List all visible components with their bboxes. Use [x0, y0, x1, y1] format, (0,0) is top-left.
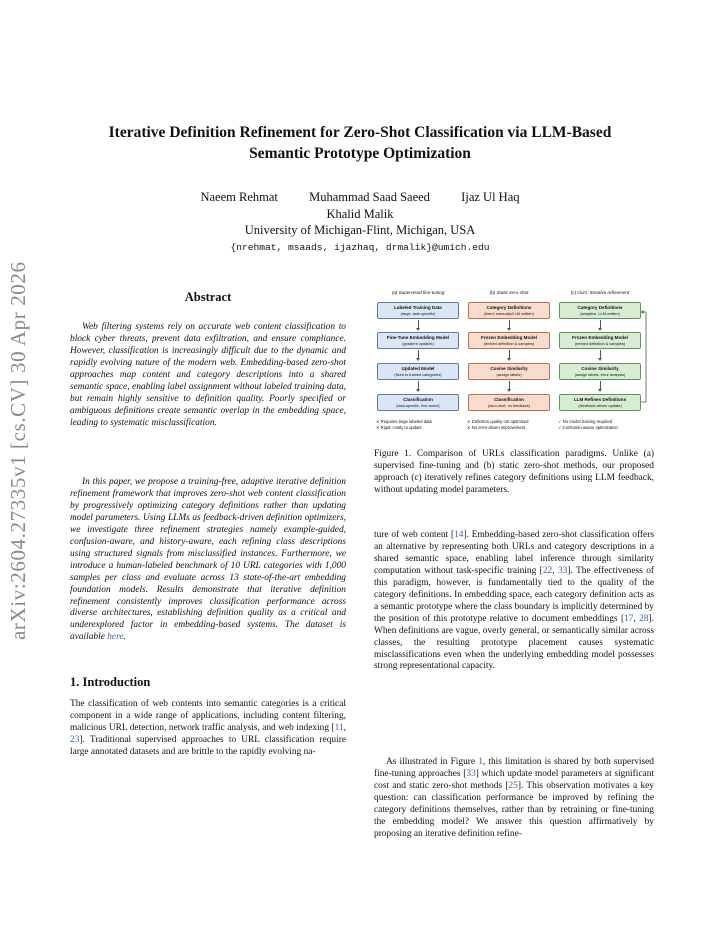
intro-right-paragraph-2 [374, 757, 654, 841]
column-supervised [374, 288, 462, 430]
title-line-1: Iterative Definition Refinement for Zero-Shot Classification via LLM-Based [108, 124, 612, 141]
benefit-note: ✓ No model training required [558, 419, 613, 424]
box-subtitle: (embed definition & samples) [483, 340, 535, 346]
text-run: ]. The effectiveness of this paradigm, however, is fundamentally tied to the quality of the category definitions. In embedding space, each category definition acts as a semantic prototype where the class boundary is implicitly determined by the position of this prototype relative to document embeddings [ [374, 565, 654, 624]
box-subtitle: (large, task-specific) [400, 310, 436, 316]
box-title: Cosine Similarity [581, 365, 619, 371]
flow-box [468, 332, 550, 349]
dataset-link[interactable]: here [107, 632, 124, 643]
column-static-zero-shot [465, 288, 553, 430]
text-run: , this limitation is shared by both supervised fine-tuning approaches [ [374, 757, 654, 779]
column-title: (a) Supervised fine-tuning [391, 290, 445, 295]
box-subtitle: (embed definition & samples) [574, 340, 626, 346]
box-subtitle: (fixed to trained categories) [394, 371, 442, 377]
down-arrow-icon [600, 350, 601, 359]
text-run: ]. This observation motivates a key question: can classification performance be improved by refining the category definitions themselves, rather than by retraining or fine-tuning the embedding model? We answer this question affirmatively by proposing an iterative definition refine- [374, 780, 654, 839]
box-subtitle: (feedback-driven update) [578, 402, 622, 408]
box-title: Updated Model [401, 365, 435, 371]
abstract-heading: Abstract [184, 290, 232, 304]
box-title: Cosine Similarity [490, 365, 528, 371]
down-arrow-icon [418, 381, 419, 390]
text-run: ]. Embedding-based zero-shot classification offers an alternative by representing both URLs and category descriptions in a shared semantic space, enabling label inference through similarity computation without task-specific training [ [374, 530, 654, 576]
flow-box [559, 302, 641, 319]
box-title: LLM Refines Definitions [573, 396, 627, 402]
text-run: , [633, 613, 640, 624]
box-subtitle: (gradient updates) [402, 340, 434, 346]
affiliation: University of Michigan-Flint, Michigan, USA [244, 223, 476, 237]
box-subtitle: (assign labels, error analysis) [574, 371, 626, 377]
title-line-2: Semantic Prototype Optimization [249, 145, 471, 162]
box-title: Category Definitions [486, 304, 532, 310]
flow-box [559, 394, 641, 411]
flow-box [377, 302, 459, 319]
intro-right-paragraph-1 [374, 530, 654, 673]
citation-link[interactable]: 28 [639, 613, 649, 624]
citation-link[interactable]: 25 [508, 780, 518, 791]
down-arrow-icon [509, 320, 510, 329]
text-run: As illustrated in Figure [386, 757, 479, 767]
column-iterative-refinement [556, 288, 644, 430]
box-title: Frozen Embedding Model [481, 334, 537, 340]
flow-box [468, 394, 550, 411]
box-title: Category Definitions [577, 304, 623, 310]
abstract-p2-text: In this paper, we propose a training-free, adaptive iterative definition refinement framework that improves zero-shot web content classification by progressively optimizing category definitions rather than updating model parameters. Using LLMs as feedback-driven definition optimizers, we investigate three refinement strategies namely example-guided, confusion-aware, and history-aware, each refining class descriptions using structured signals from misclassified instances. Furthermore, we introduce a human-labeled benchmark of 10 URL categories with 1,000 samples per class and evaluate across 13 state-of-the-art embedding foundation models. Results demonstrate that iterative definition refinement consistently improves classification performance across diverse architectures, establishing definition quality as a critical and underexplored factor in embedding-based systems. The dataset is available [70, 477, 346, 643]
arxiv-stamp: arXiv:2604.27335v1 [cs.CV] 30 Apr 2026 [6, 261, 30, 640]
flow-box [377, 394, 459, 411]
column-title: (c) Ours: Iterative refinement [570, 290, 630, 295]
box-title: Classification [403, 396, 433, 402]
column-title: (b) Static zero-shot [489, 290, 529, 295]
feedback-loop-arrow-icon [640, 308, 648, 408]
author-emails: {nrehmat, msaads, ijazhaq, drmalik}@umich.edu [230, 242, 490, 253]
flow-box [468, 302, 550, 319]
citation-link[interactable]: 17 [624, 613, 634, 624]
down-arrow-icon [509, 381, 510, 390]
text-run: , [552, 565, 558, 576]
text-run: ]. When definitions are vague, overly general, or semantically similar across classes, the resulting prototype placement causes systematic misclassifications even when the underlying embedding model possesses strong representational capacity. [374, 613, 655, 672]
authors-line-2: Khalid Malik [326, 207, 394, 221]
text-run: , [343, 722, 346, 733]
flow-box [468, 363, 550, 380]
box-subtitle: (adaptive, LLM written) [580, 310, 620, 316]
down-arrow-icon [600, 381, 601, 390]
drawback-note: ✕ No error-driven improvement [467, 425, 526, 430]
authors-line-1: Naeem Rehmat Muhammad Saad Saeed Ijaz Ul Haq [200, 190, 520, 204]
down-arrow-icon [600, 320, 601, 329]
box-subtitle: (zero-shot, no feedback) [487, 402, 531, 408]
citation-link[interactable]: 11 [334, 722, 344, 733]
box-title: Labeled Training Data [394, 304, 442, 310]
drawback-note: ✕ Requires large labeled data [376, 419, 432, 424]
box-subtitle: (assign labels) [496, 371, 522, 377]
box-subtitle: (fixed; manually/LLM written) [484, 310, 534, 316]
citation-link[interactable]: 33 [557, 565, 568, 576]
figure-1-diagram [374, 288, 654, 438]
flow-box [559, 332, 641, 349]
abstract-p2-end: . [123, 632, 126, 643]
text-run: ture of web content [ [374, 530, 455, 540]
figure-link[interactable]: 1 [478, 757, 483, 767]
paper-title [60, 122, 660, 164]
down-arrow-icon [509, 350, 510, 359]
down-arrow-icon [418, 320, 419, 329]
box-subtitle: (task-specific, fine-tuned) [396, 402, 440, 408]
box-title: Classification [494, 396, 524, 402]
section-heading-introduction: 1. Introduction [70, 675, 151, 689]
flow-box [377, 363, 459, 380]
flow-box [377, 332, 459, 349]
flow-box [559, 363, 641, 380]
abstract-paragraph-2 [70, 477, 346, 644]
drawback-note: ✕ Rigid; costly to update [376, 425, 422, 430]
intro-left-paragraph [70, 699, 346, 759]
citation-link[interactable]: 22 [542, 565, 553, 576]
citation-link[interactable]: 23 [70, 734, 80, 745]
benefit-note: ✓ Confusion-aware optimization [558, 425, 618, 430]
text-run: ] which update model parameters at significant cost and static zero-shot methods [ [374, 768, 654, 791]
citation-link[interactable]: 33 [466, 768, 476, 779]
figure-1-caption: Figure 1. Comparison of URLs classification paradigms. Unlike (a) supervised fine-tuning and (b) static zero-shot methods, our proposed approach (c) iteratively refines category definitions using LLM feedback, without updating model parameters. [374, 449, 654, 495]
abstract-paragraph-1: Web filtering systems rely on accurate web content classification to block cyber threats, prevent data exfiltration, and ensure compliance. However, classification is increasingly difficult due to the dynamic and rapidly evolving nature of the modern web. Embedding-based zero-shot approaches map content and category descriptions into a shared semantic space, enabling label assignment without labeled training data, but remain highly sensitive to definition quality. Poorly specified or ambiguous definitions create semantic overlap in the embedding space, leading to systematic misclassification. [70, 322, 346, 428]
text-run: The classification of web contents into semantic categories is a critical component in a wide range of applications, including content filtering, malicious URL detection, network traffic analysis, and web indexing [ [70, 699, 346, 733]
down-arrow-icon [418, 350, 419, 359]
box-title: Fine-Tune Embedding Model [386, 334, 450, 340]
text-run: ]. Traditional supervised approaches to URL classification require large annotated datasets and are brittle to the rapidly evolving na- [70, 734, 346, 757]
box-title: Frozen Embedding Model [572, 334, 628, 340]
citation-link[interactable]: 14 [454, 530, 464, 540]
drawback-note: ✕ Definition quality not optimized [467, 419, 529, 424]
